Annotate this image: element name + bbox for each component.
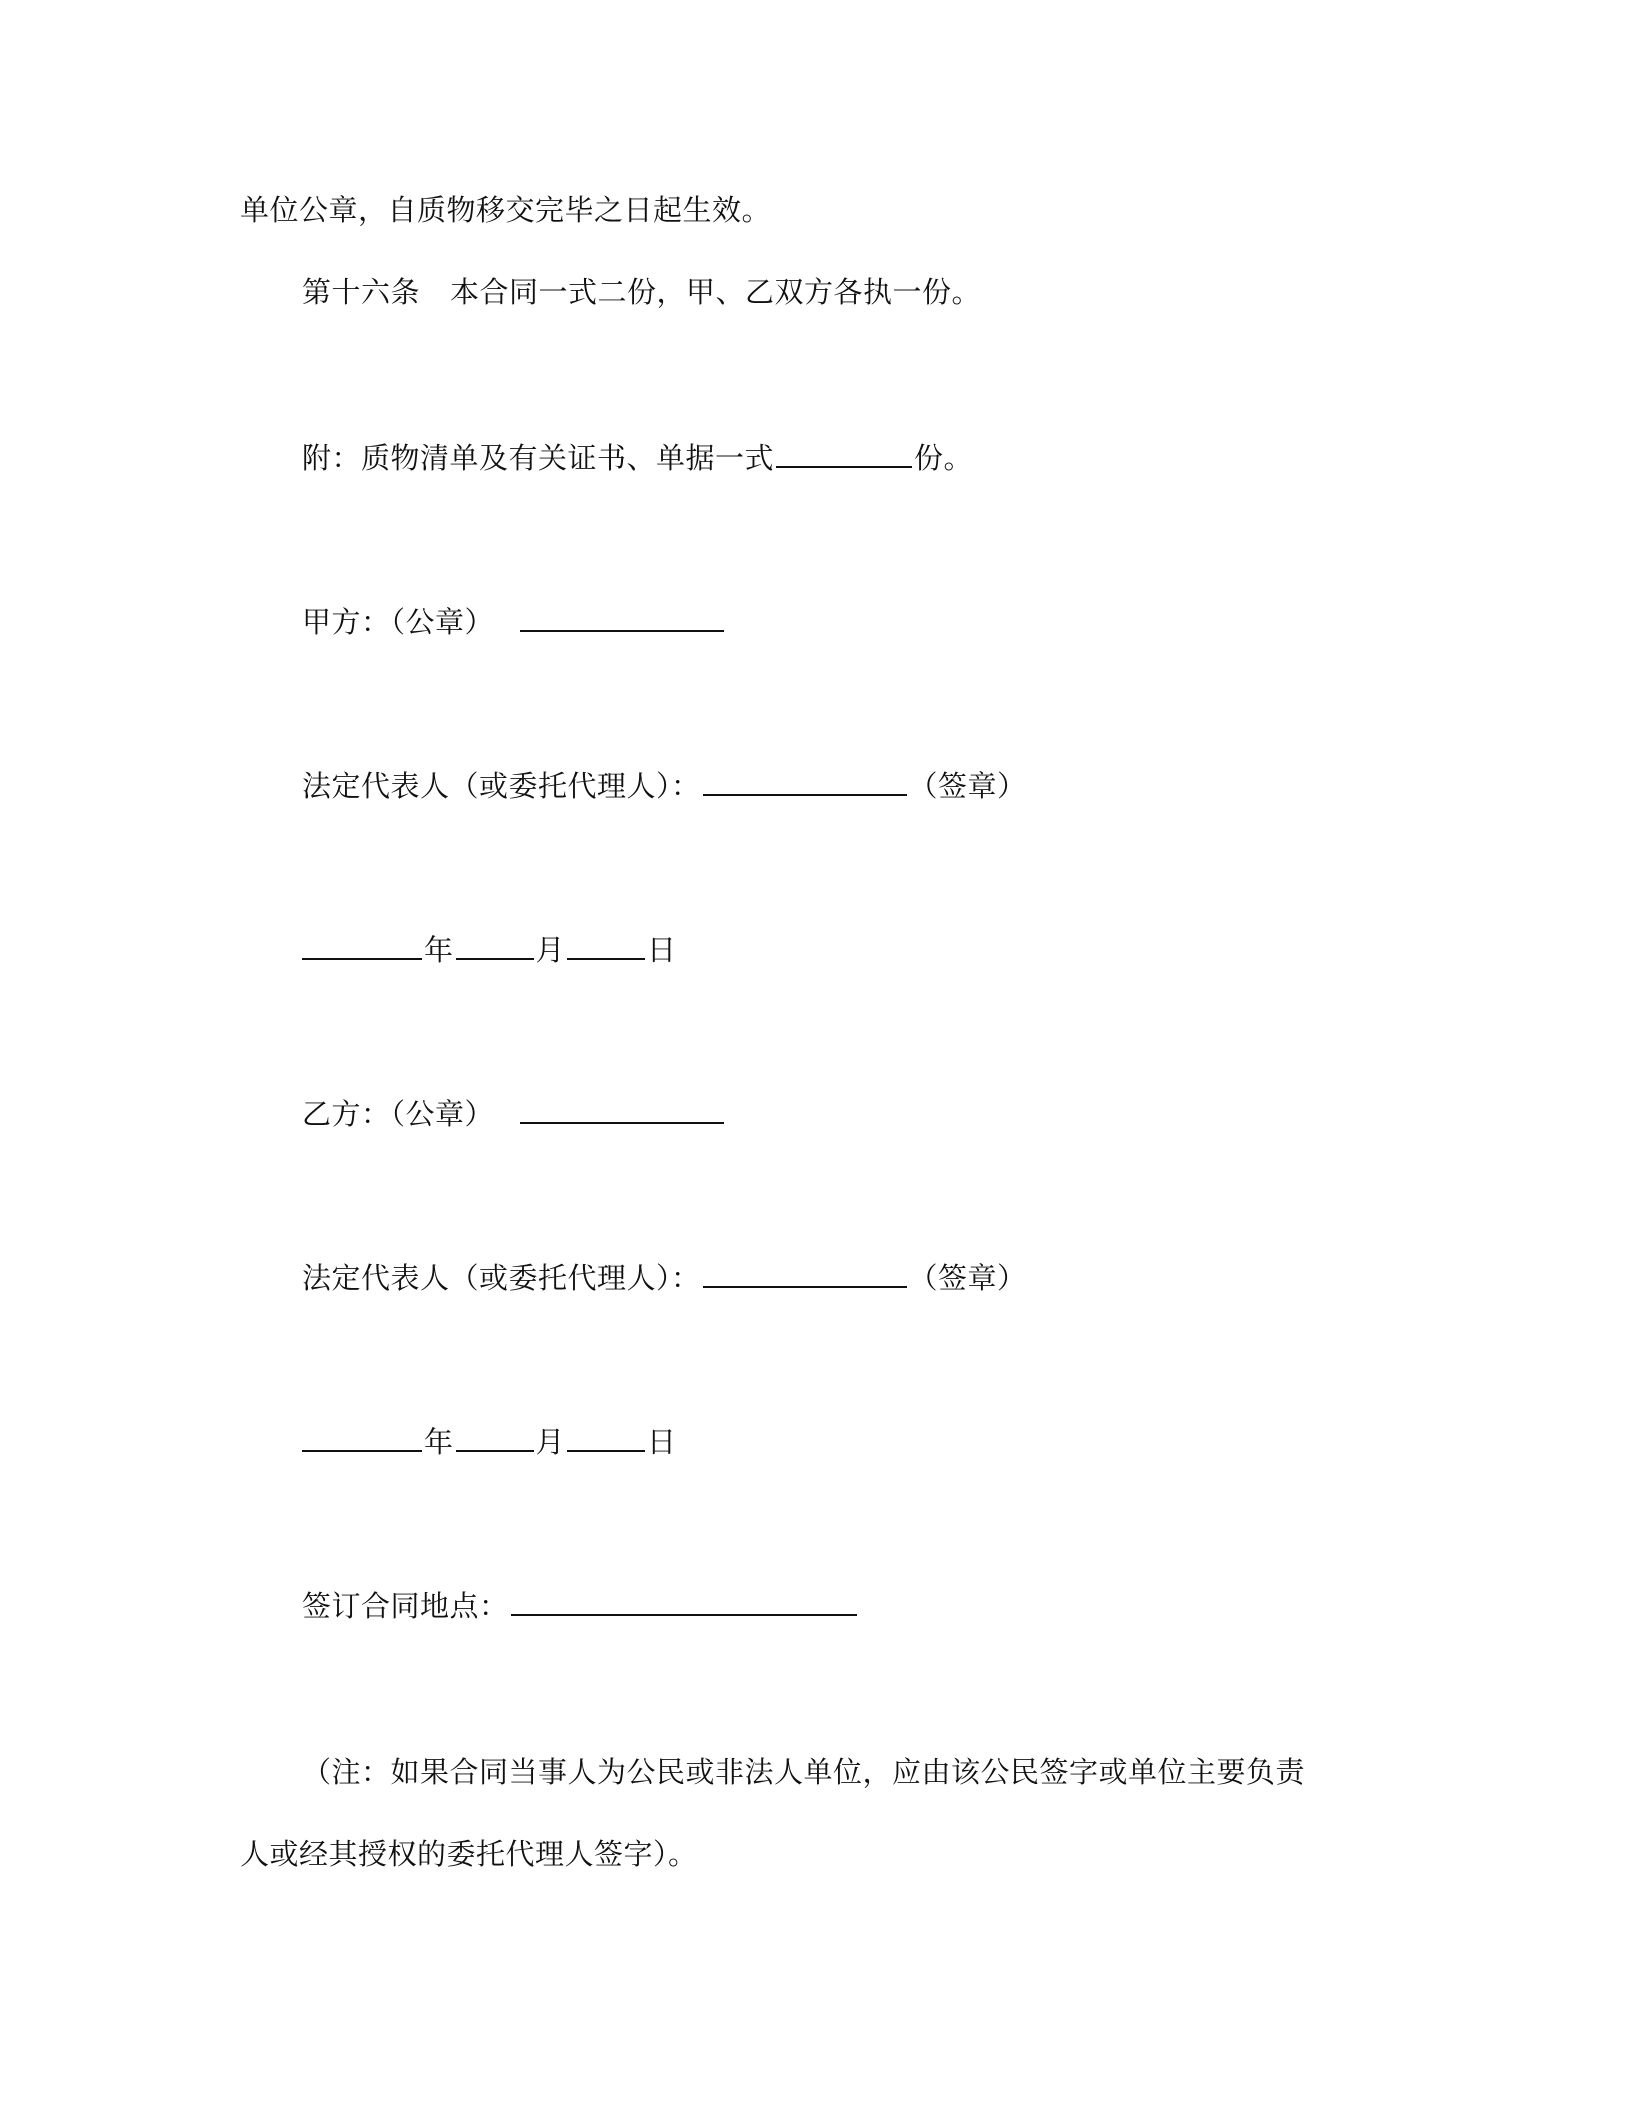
signature-label: （签章）: [908, 769, 1027, 803]
month-blank[interactable]: [456, 1422, 534, 1452]
signing-place-label: 签订合同地点：: [302, 1589, 509, 1623]
party-a-seal-blank[interactable]: [520, 602, 724, 632]
note-line-1: [302, 1752, 1305, 1792]
party-b-seal-blank[interactable]: [520, 1094, 724, 1124]
signing-place-line: [302, 1586, 859, 1626]
representative-label: 法定代表人（或委托代理人）：: [302, 1261, 701, 1295]
representative-label: 法定代表人（或委托代理人）：: [302, 769, 701, 803]
note-line-2: [240, 1834, 698, 1874]
clause-continuation: [240, 190, 771, 230]
year-label: 年: [424, 1425, 454, 1459]
signing-place-blank[interactable]: [511, 1586, 857, 1616]
month-blank[interactable]: [456, 930, 534, 960]
month-label: 月: [535, 933, 566, 967]
attachment-text: 附：质物清单及有关证书、单据一式: [302, 441, 775, 475]
clause-number: 第十六条: [302, 275, 421, 309]
party-a-date-line: [302, 930, 677, 970]
party-a-representative-blank[interactable]: [703, 766, 907, 796]
day-label: 日: [647, 933, 677, 967]
party-b-date-line: [302, 1422, 677, 1462]
party-b-representative-blank[interactable]: [703, 1258, 907, 1288]
month-label: 月: [535, 1425, 566, 1459]
party-a-line: [302, 602, 726, 642]
day-label: 日: [647, 1425, 677, 1459]
party-b-label: 乙方：（公章）: [302, 1097, 495, 1131]
attachment-suffix: 份。: [914, 441, 974, 475]
signature-label: （签章）: [908, 1261, 1027, 1295]
attachment-line: [302, 438, 973, 478]
note-text: （注：如果合同当事人为公民或非法人单位，应由该公民签字或单位主要负责: [302, 1755, 1306, 1789]
party-a-representative-line: [302, 766, 1027, 806]
party-b-representative-line: [302, 1258, 1027, 1298]
clause-text: 本合同一式二份，甲、乙双方各执一份。: [450, 275, 982, 309]
year-blank[interactable]: [302, 1422, 422, 1452]
party-b-line: [302, 1094, 726, 1134]
year-blank[interactable]: [302, 930, 422, 960]
day-blank[interactable]: [567, 930, 645, 960]
day-blank[interactable]: [567, 1422, 645, 1452]
clause-text: 单位公章，自质物移交完毕之日起生效。: [240, 193, 772, 227]
note-text: 人或经其授权的委托代理人签字）。: [240, 1837, 698, 1871]
copies-blank[interactable]: [776, 438, 912, 468]
party-a-label: 甲方：（公章）: [302, 605, 495, 639]
year-label: 年: [424, 933, 454, 967]
clause-16: [302, 272, 981, 312]
